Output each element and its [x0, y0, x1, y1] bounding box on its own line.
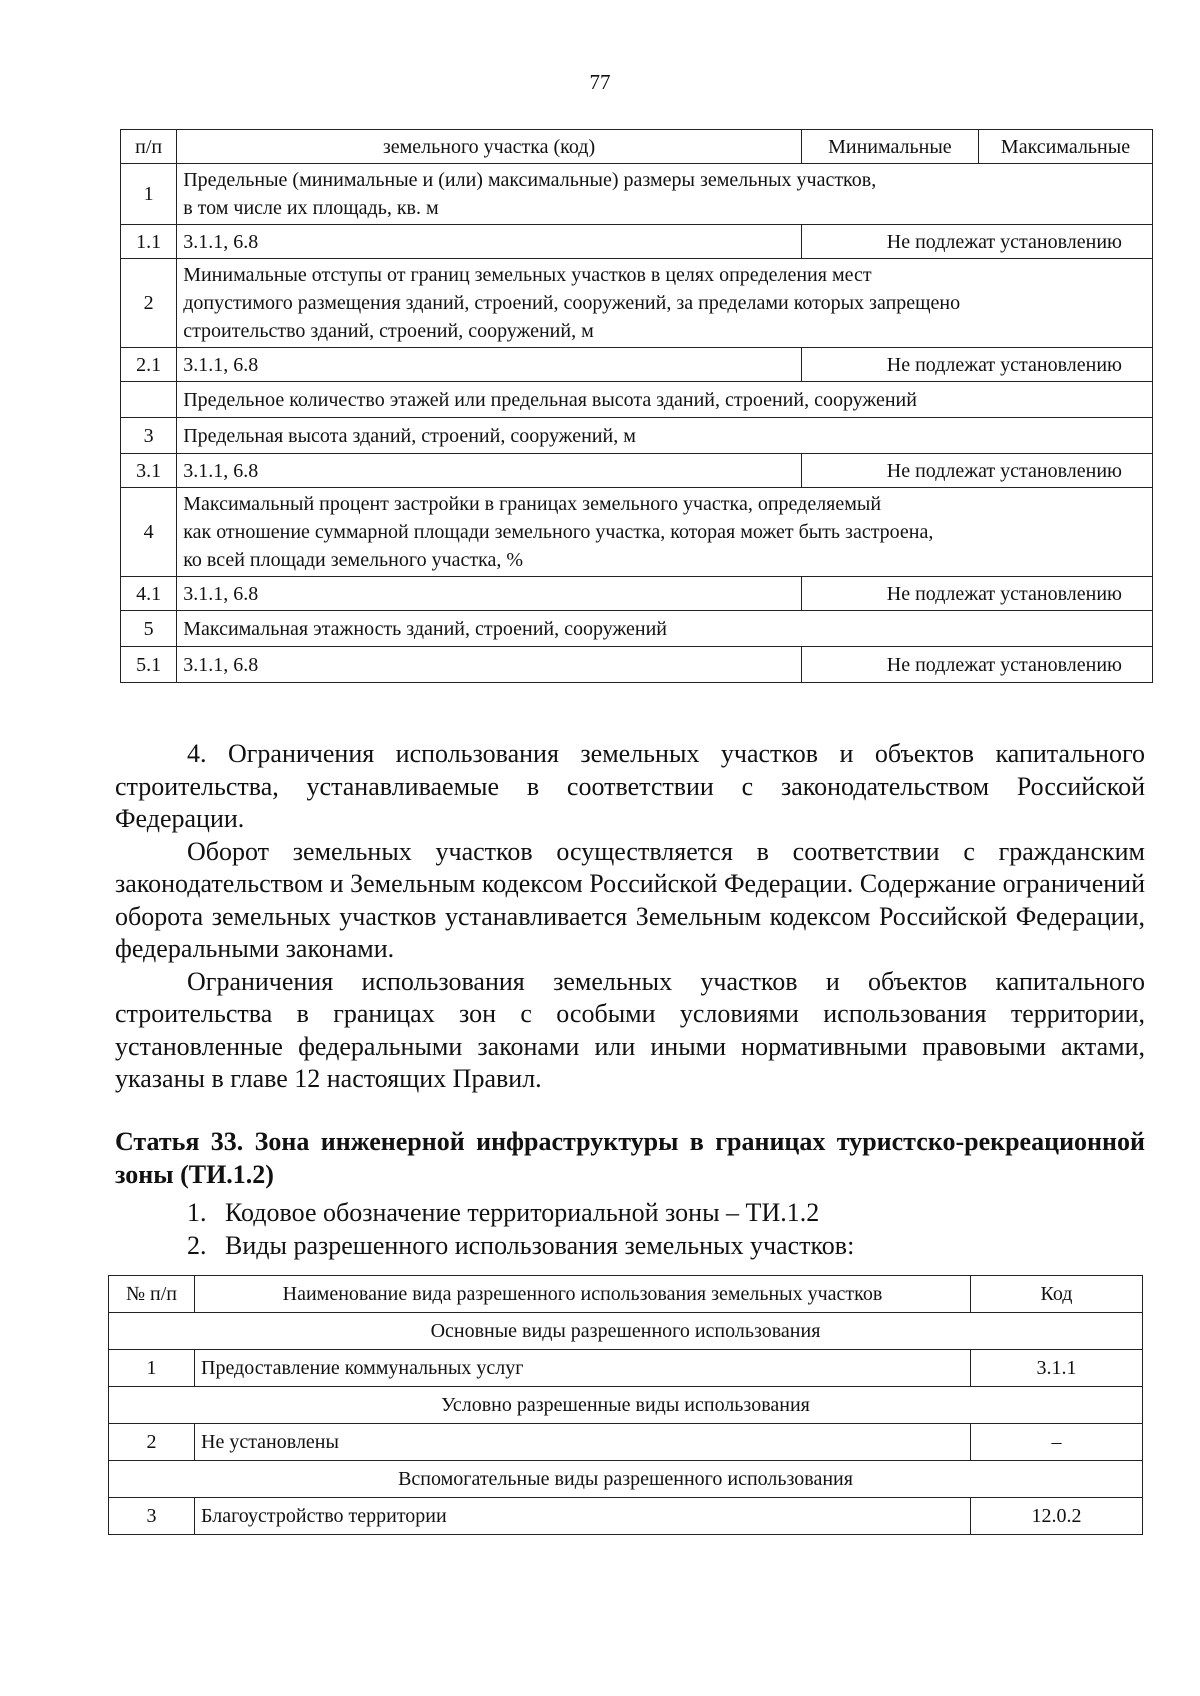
row-num: 4 — [121, 488, 177, 577]
list-item-number: 2. — [187, 1231, 207, 1260]
text-line: Минимальные отступы от границ земельных участков в целях определения мест — [183, 264, 872, 286]
table-row — [121, 225, 1153, 259]
paragraph: 4. Ограничения использования земельных участков и объектов капитального строительства, устанавливаемые в соответствии с законодательством Российской Федерации. — [115, 739, 1145, 833]
row-text: Максимальная этажность зданий, строений, сооружений — [177, 611, 1153, 647]
section-row — [109, 1313, 1143, 1350]
body-paragraphs — [115, 738, 1145, 1096]
table-row — [121, 577, 1153, 611]
row-code: – — [971, 1424, 1143, 1461]
row-name: Благоустройство территории — [195, 1498, 971, 1535]
row-num: 1.1 — [121, 225, 177, 259]
text-line: в том числе их площадь, кв. м — [183, 197, 439, 219]
row-text — [177, 488, 1153, 577]
row-text: Предельная высота зданий, строений, сооружений, м — [177, 418, 1153, 454]
table-row — [121, 488, 1153, 577]
numbered-list — [115, 1196, 1145, 1262]
uses-table — [108, 1275, 1143, 1535]
row-num: 4.1 — [121, 577, 177, 611]
row-code: 3.1.1, 6.8 — [177, 454, 802, 488]
row-num: 2 — [121, 259, 177, 348]
row-name: Не установлены — [195, 1424, 971, 1461]
row-num: 5.1 — [121, 647, 177, 683]
header-name: Наименование вида разрешенного использования земельных участков — [195, 1276, 971, 1313]
row-code: 3.1.1, 6.8 — [177, 225, 802, 259]
header-max: Максимальные — [979, 130, 1153, 164]
list-item-text: Виды разрешенного использования земельных участков: — [225, 1231, 855, 1260]
table-row — [121, 418, 1153, 454]
table-row — [109, 1498, 1143, 1535]
list-item-number: 1. — [187, 1198, 207, 1227]
header-name: земельного участка (код) — [177, 130, 802, 164]
row-code: 12.0.2 — [971, 1498, 1143, 1535]
row-text: Предельное количество этажей или предельная высота зданий, строений, сооружений — [177, 382, 1153, 418]
row-name: Предоставление коммунальных услуг — [195, 1350, 971, 1387]
section-row — [109, 1461, 1143, 1498]
table-row — [121, 611, 1153, 647]
text-line: Предельные (минимальные и (или) максимальные) размеры земельных участков, — [183, 169, 877, 191]
table-row — [121, 164, 1153, 225]
row-num: 1 — [109, 1350, 195, 1387]
text-line: Максимальный процент застройки в границах земельного участка, определяемый — [183, 493, 882, 515]
paragraph: Оборот земельных участков осуществляется в соответствии с гражданским законодательством и Земельным кодексом Российской Федерации. Содержание ограничений оборота земельных участков устанавливается Земельным кодексом Российской Федерации, федеральными законами. — [115, 836, 1145, 963]
row-value: Не подлежат установлению — [801, 577, 1152, 611]
row-code: 3.1.1, 6.8 — [177, 348, 802, 382]
header-code: Код — [971, 1276, 1143, 1313]
row-num: 3 — [121, 418, 177, 454]
header-min: Минимальные — [801, 130, 978, 164]
table-header-row — [121, 130, 1153, 164]
table-row — [121, 647, 1153, 683]
row-value: Не подлежат установлению — [801, 225, 1152, 259]
row-code: 3.1.1, 6.8 — [177, 647, 802, 683]
article-heading: Статья 33. Зона инженерной инфраструктуры в границах туристско-рекреационной зоны (ТИ.1.2) — [115, 1127, 1145, 1189]
list-item-text: Кодовое обозначение территориальной зоны – ТИ.1.2 — [225, 1198, 820, 1227]
row-num: 1 — [121, 164, 177, 225]
section-title: Условно разрешенные виды использования — [109, 1387, 1143, 1424]
row-text — [177, 164, 1153, 225]
text-line: строительство зданий, строений, сооружений, м — [183, 320, 594, 342]
list-item — [115, 1196, 1145, 1229]
row-value: Не подлежат установлению — [801, 454, 1152, 488]
section-title: Основные виды разрешенного использования — [109, 1313, 1143, 1350]
page-number: 77 — [589, 70, 611, 94]
table-row — [109, 1424, 1143, 1461]
row-value: Не подлежат установлению — [801, 348, 1152, 382]
section-title: Вспомогательные виды разрешенного использования — [109, 1461, 1143, 1498]
row-code: 3.1.1 — [971, 1350, 1143, 1387]
row-num: 3.1 — [121, 454, 177, 488]
table-row — [109, 1350, 1143, 1387]
header-num: п/п — [121, 130, 177, 164]
table-row — [121, 259, 1153, 348]
section-row — [109, 1387, 1143, 1424]
row-num: 2.1 — [121, 348, 177, 382]
row-value: Не подлежат установлению — [801, 647, 1152, 683]
row-num: 3 — [109, 1498, 195, 1535]
text-line: как отношение суммарной площади земельного участка, которая может быть застроена, — [183, 521, 934, 543]
table-row — [121, 382, 1153, 418]
params-table — [120, 129, 1153, 683]
paragraph: Ограничения использования земельных участков и объектов капитального строительства в границах зон с особыми условиями использования территории, установленные федеральными законами или иными нормативными правовыми актами, указаны в главе 12 настоящих Правил. — [115, 966, 1145, 1093]
table-header-row — [109, 1276, 1143, 1313]
table-row — [121, 348, 1153, 382]
row-text — [177, 259, 1153, 348]
header-num: № п/п — [109, 1276, 195, 1313]
text-line: допустимого размещения зданий, строений, сооружений, за пределами которых запрещено — [183, 292, 961, 314]
list-item — [115, 1229, 1145, 1262]
row-num: 2 — [109, 1424, 195, 1461]
text-line: ко всей площади земельного участка, % — [183, 549, 524, 571]
row-code: 3.1.1, 6.8 — [177, 577, 802, 611]
row-num — [121, 382, 177, 418]
table-row — [121, 454, 1153, 488]
row-num: 5 — [121, 611, 177, 647]
